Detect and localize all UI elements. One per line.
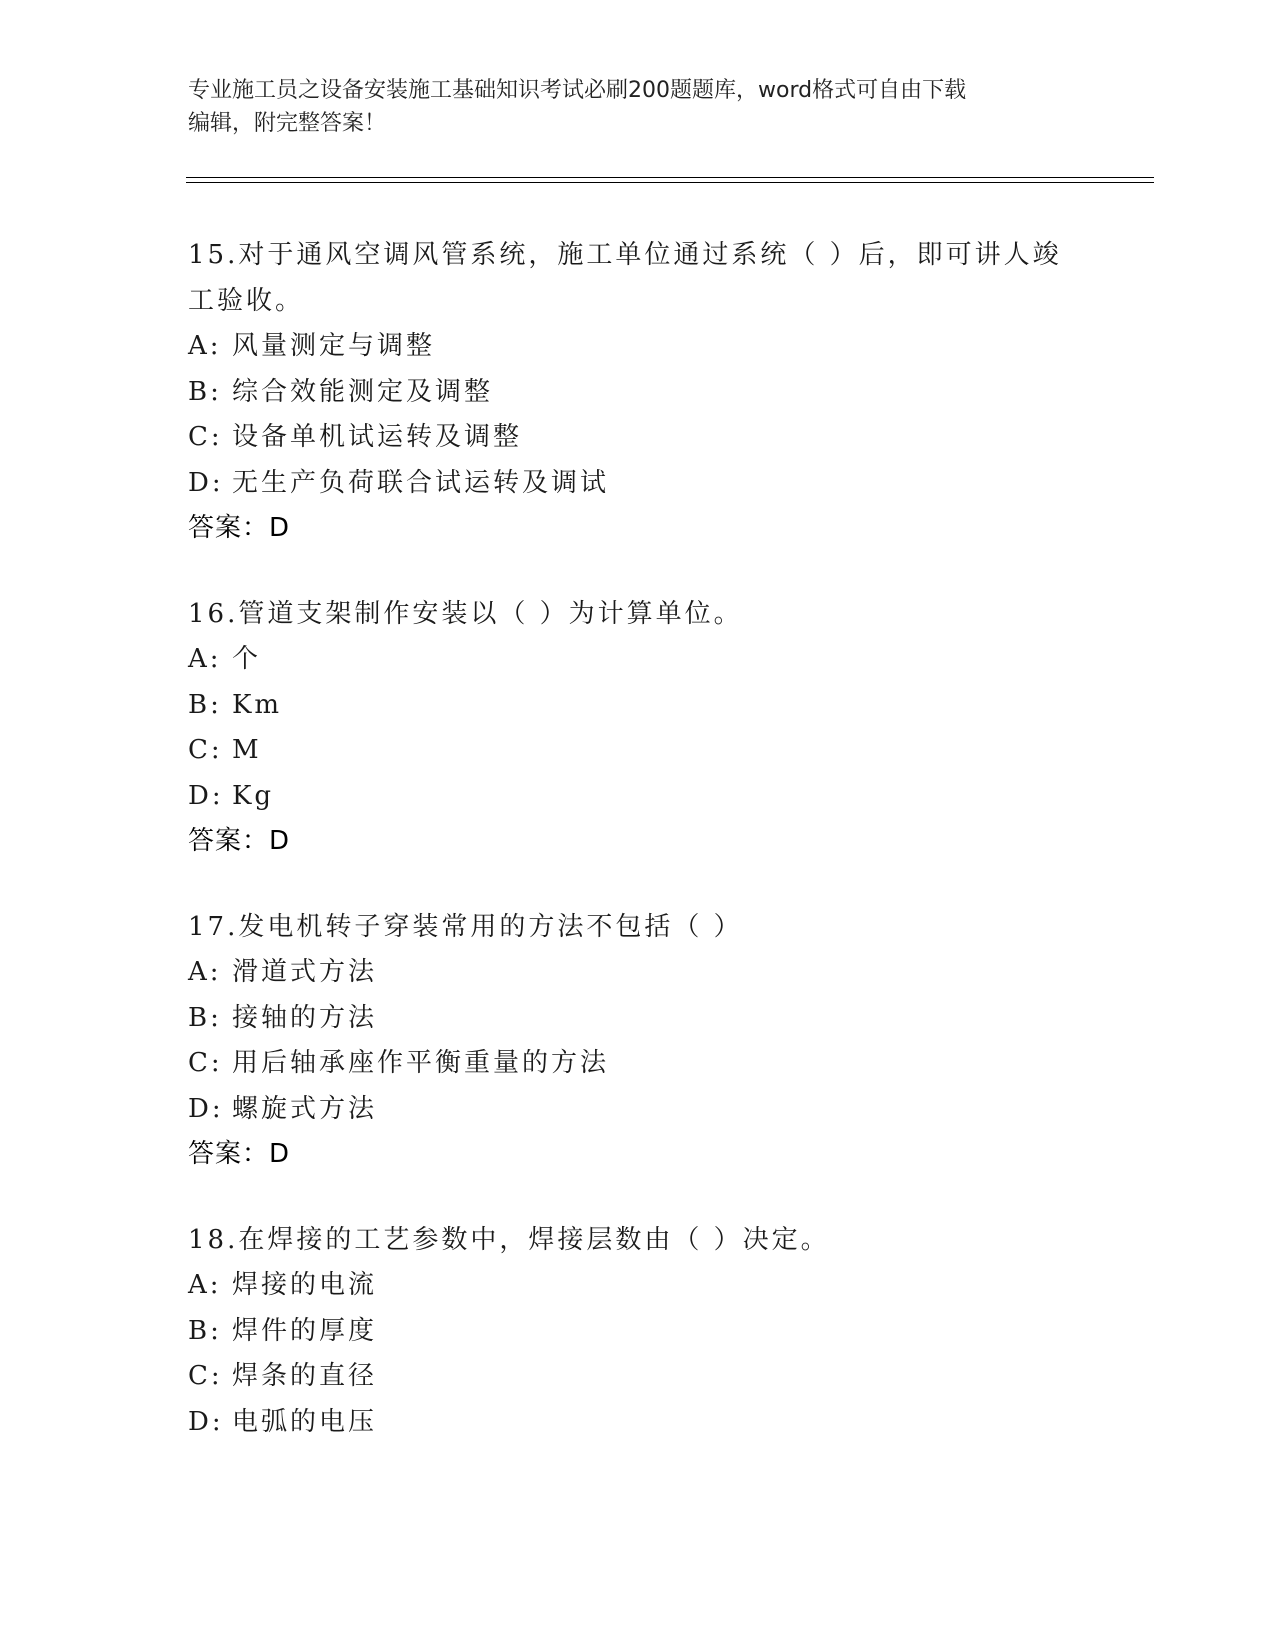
question-stem-line-2: 工验收。 <box>188 285 305 316</box>
option-text: 焊条的直径 <box>232 1361 378 1391</box>
document-header <box>188 74 1088 140</box>
option-c <box>188 1041 1088 1087</box>
question-stem <box>188 233 1088 324</box>
option-text: 个 <box>232 644 262 674</box>
option-text: 风量测定与调整 <box>232 331 436 361</box>
option-key: A: <box>188 957 222 987</box>
answer-label: 答案：D <box>188 513 291 543</box>
question-stem <box>188 905 1088 951</box>
option-text: 无生产负荷联合试运转及调试 <box>232 467 610 498</box>
option-text: 焊接的电流 <box>232 1270 378 1300</box>
option-a <box>188 324 1088 370</box>
option-a <box>188 950 1088 996</box>
option-c <box>188 415 1088 461</box>
option-key: D: <box>188 467 224 498</box>
question-stem <box>188 592 1088 638</box>
header-divider-top <box>186 177 1154 178</box>
option-b <box>188 370 1088 416</box>
option-d <box>188 461 1088 507</box>
question-list <box>188 233 1088 1485</box>
option-d <box>188 1087 1088 1133</box>
option-text: 滑道式方法 <box>232 957 378 987</box>
option-key: D: <box>188 1093 224 1124</box>
option-c <box>188 1354 1088 1400</box>
question-15 <box>188 233 1088 552</box>
header-line-2: 编辑，附完整答案！ <box>188 111 387 136</box>
option-text: 焊件的厚度 <box>232 1315 378 1346</box>
option-text: 电弧的电压 <box>232 1406 378 1437</box>
option-key: C: <box>188 735 223 765</box>
option-b <box>188 996 1088 1042</box>
option-text: 接轴的方法 <box>232 1002 378 1033</box>
option-a <box>188 1263 1088 1309</box>
option-key: B: <box>188 1315 222 1346</box>
option-text: 综合效能测定及调整 <box>232 376 494 407</box>
question-stem-line-1: 15.对于通风空调风管系统，施工单位通过系统（ ）后，即可讲人竣 <box>188 240 1062 270</box>
option-a <box>188 637 1088 683</box>
option-key: A: <box>188 644 222 674</box>
question-stem-line-1: 18.在焊接的工艺参数中，焊接层数由（ ）决定。 <box>188 1224 830 1255</box>
option-key: D: <box>188 780 224 811</box>
question-16 <box>188 592 1088 865</box>
question-stem-line-1: 17.发电机转子穿装常用的方法不包括（ ） <box>188 911 743 942</box>
option-key: A: <box>188 1270 222 1300</box>
option-d <box>188 1400 1088 1446</box>
option-key: B: <box>188 1002 222 1033</box>
question-stem <box>188 1218 1088 1264</box>
option-key: D: <box>188 1406 224 1437</box>
header-line-1: 专业施工员之设备安装施工基础知识考试必刷200题题库，word格式可自由下载 <box>188 78 967 103</box>
option-text: Km <box>232 689 283 720</box>
answer-label: 答案：D <box>188 826 291 856</box>
header-divider-bottom <box>186 182 1154 183</box>
option-b <box>188 683 1088 729</box>
option-c <box>188 728 1088 774</box>
option-key: B: <box>188 376 222 407</box>
option-key: C: <box>188 1048 223 1078</box>
option-text: 螺旋式方法 <box>232 1093 378 1124</box>
question-stem-line-1: 16.管道支架制作安装以（ ）为计算单位。 <box>188 598 743 629</box>
option-key: A: <box>188 331 222 361</box>
answer-label: 答案：D <box>188 1139 291 1169</box>
option-text: M <box>232 735 262 765</box>
question-17 <box>188 905 1088 1178</box>
option-text: 设备单机试运转及调整 <box>232 422 523 452</box>
option-key: B: <box>188 689 222 720</box>
option-b <box>188 1309 1088 1355</box>
option-key: C: <box>188 1361 223 1391</box>
option-text: 用后轴承座作平衡重量的方法 <box>232 1048 610 1078</box>
question-18 <box>188 1218 1088 1446</box>
option-d <box>188 774 1088 820</box>
option-text: Kg <box>232 780 275 811</box>
option-key: C: <box>188 422 223 452</box>
